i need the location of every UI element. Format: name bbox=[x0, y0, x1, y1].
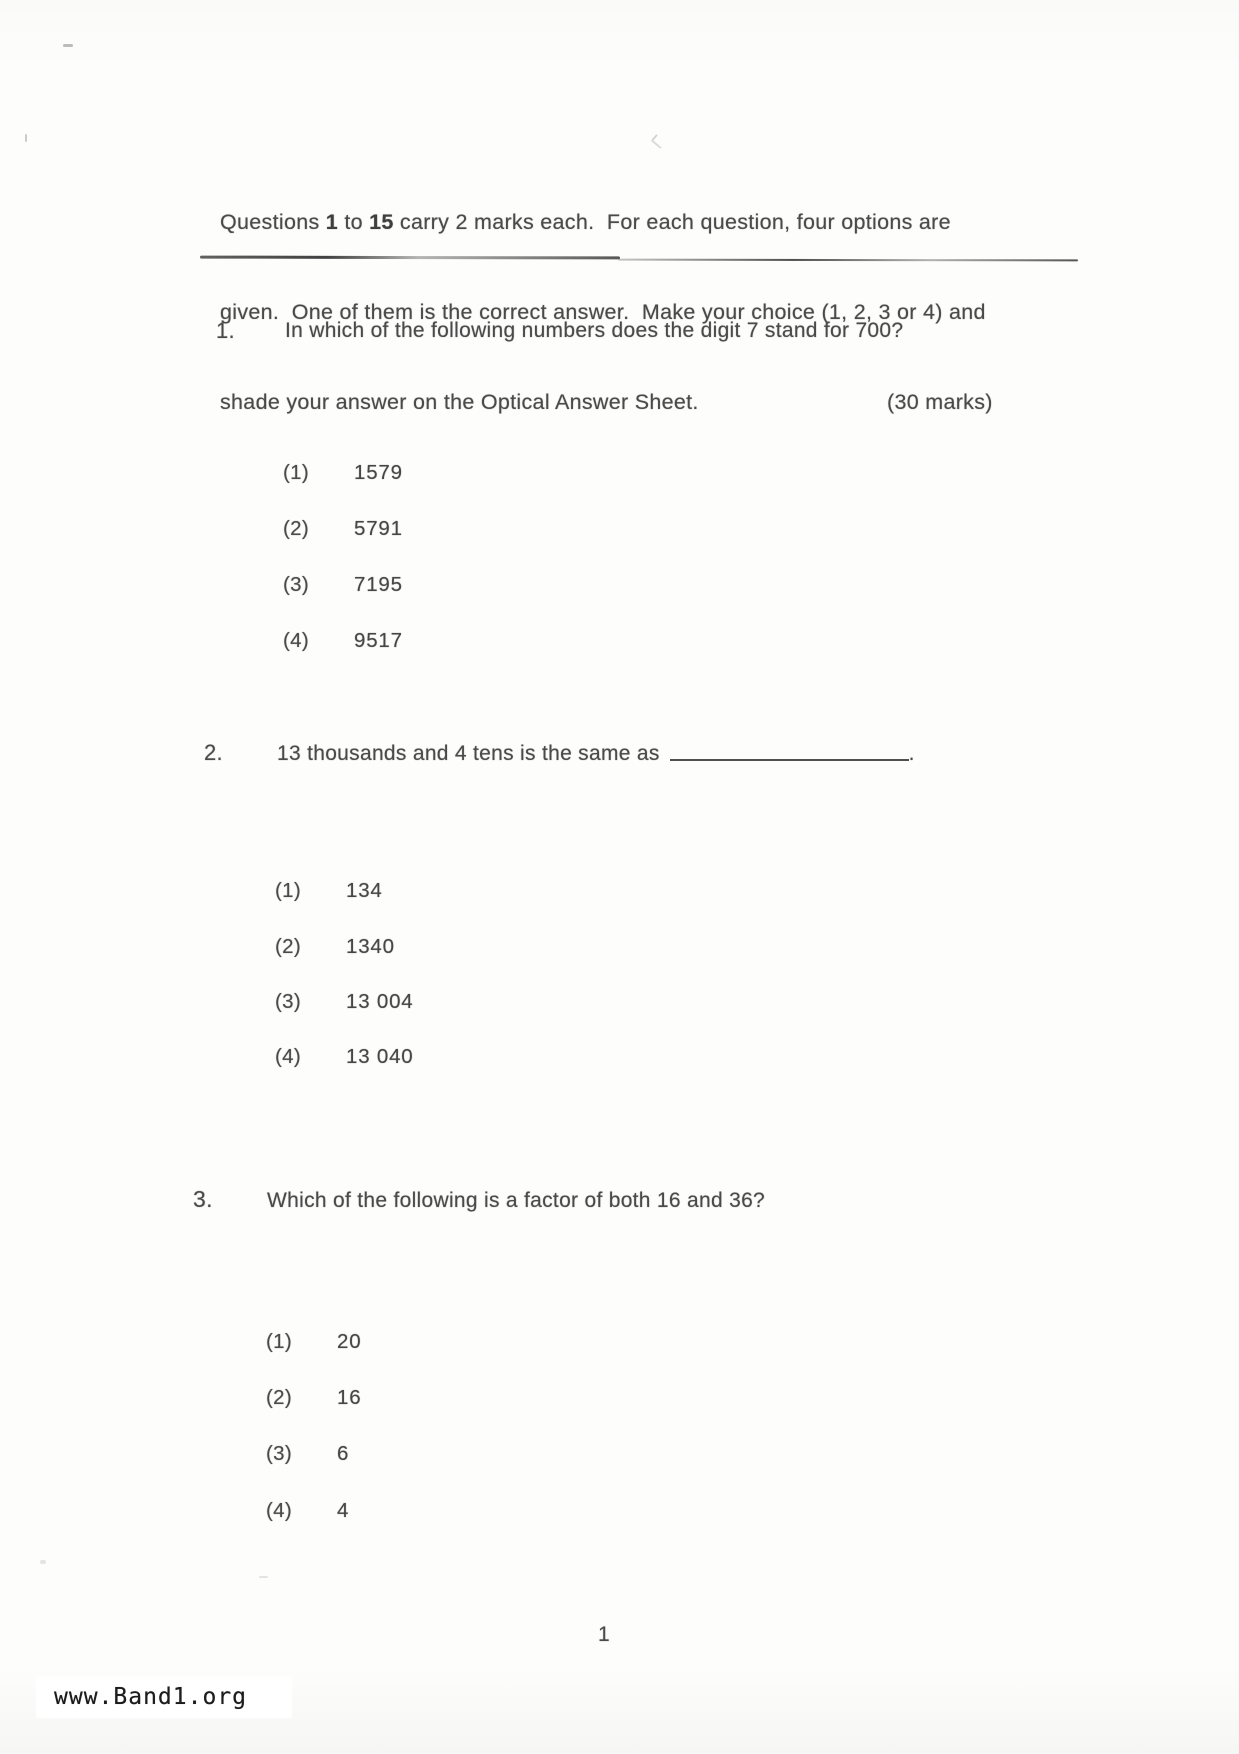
instructions-text: carry 2 marks each. For each question, four options are bbox=[393, 210, 951, 234]
instructions-text: to bbox=[338, 210, 370, 234]
scan-artifact bbox=[40, 1560, 46, 1564]
option-value: 13 040 bbox=[346, 1045, 414, 1068]
option-label: (3) bbox=[275, 990, 301, 1013]
blank-suffix: . bbox=[908, 742, 915, 765]
marks-label: (30 marks) bbox=[887, 390, 993, 414]
question-1-number: 1. bbox=[216, 318, 235, 343]
option-value: 4 bbox=[337, 1499, 350, 1522]
question-2-text-body: 13 thousands and 4 tens is the same as bbox=[277, 742, 660, 765]
option-value: 1340 bbox=[346, 935, 395, 958]
page-number: 1 bbox=[598, 1623, 610, 1646]
question-3-number: 3. bbox=[193, 1186, 213, 1212]
option-value: 134 bbox=[346, 879, 383, 902]
question-1-text: In which of the following numbers does the digit 7 stand for 700? bbox=[285, 319, 904, 342]
scan-artifact bbox=[259, 1576, 268, 1578]
question-1-option-4 bbox=[283, 629, 403, 653]
question-3-option-3 bbox=[266, 1442, 349, 1466]
option-value: 5791 bbox=[354, 517, 403, 540]
question-range-end: 15 bbox=[369, 210, 394, 234]
instructions-line-1 bbox=[220, 207, 1066, 237]
option-label: (4) bbox=[275, 1045, 301, 1068]
option-label: (2) bbox=[283, 517, 309, 540]
option-label: (1) bbox=[266, 1330, 292, 1353]
instructions-text: Questions bbox=[220, 210, 326, 234]
answer-blank-line bbox=[670, 745, 909, 761]
question-range-start: 1 bbox=[325, 210, 339, 234]
question-2-number: 2. bbox=[204, 740, 223, 765]
option-label: (1) bbox=[283, 461, 309, 484]
instructions-block bbox=[220, 147, 1066, 477]
question-3-text: Which of the following is a factor of both 16 and 36? bbox=[267, 1189, 766, 1212]
question-1-option-1 bbox=[283, 461, 403, 485]
question-2-option-2 bbox=[275, 935, 395, 959]
option-label: (3) bbox=[266, 1442, 292, 1465]
option-label: (4) bbox=[283, 629, 309, 652]
option-label: (3) bbox=[283, 573, 309, 596]
option-value: 16 bbox=[337, 1386, 362, 1409]
option-value: 7195 bbox=[354, 573, 403, 596]
watermark: www.Band1.org bbox=[54, 1684, 248, 1710]
option-value: 6 bbox=[337, 1442, 350, 1465]
option-label: (2) bbox=[275, 935, 301, 958]
section-divider bbox=[618, 258, 1078, 261]
option-value: 1579 bbox=[354, 461, 403, 484]
instructions-line-3 bbox=[220, 387, 1066, 417]
scan-artifact bbox=[25, 134, 27, 142]
question-2-option-4 bbox=[275, 1045, 414, 1069]
scan-artifact bbox=[63, 44, 73, 47]
question-1-option-2 bbox=[283, 517, 403, 541]
question-2-option-3 bbox=[275, 990, 414, 1014]
question-3-option-4 bbox=[266, 1499, 349, 1523]
question-2-option-1 bbox=[275, 879, 383, 903]
question-3-option-1 bbox=[266, 1330, 361, 1354]
option-value: 13 004 bbox=[346, 990, 414, 1013]
question-1-option-3 bbox=[283, 573, 403, 597]
option-value: 9517 bbox=[354, 629, 403, 652]
question-2-text bbox=[277, 742, 915, 766]
option-value: 20 bbox=[337, 1330, 362, 1353]
question-3-option-2 bbox=[266, 1386, 361, 1410]
instructions-text: shade your answer on the Optical Answer Sheet. bbox=[220, 390, 699, 414]
option-label: (1) bbox=[275, 879, 301, 902]
option-label: (2) bbox=[266, 1386, 292, 1409]
option-label: (4) bbox=[266, 1499, 292, 1522]
instructions-line-2: given. One of them is the correct answer. Make your choice (1, 2, 3 or 4) and bbox=[220, 300, 986, 324]
